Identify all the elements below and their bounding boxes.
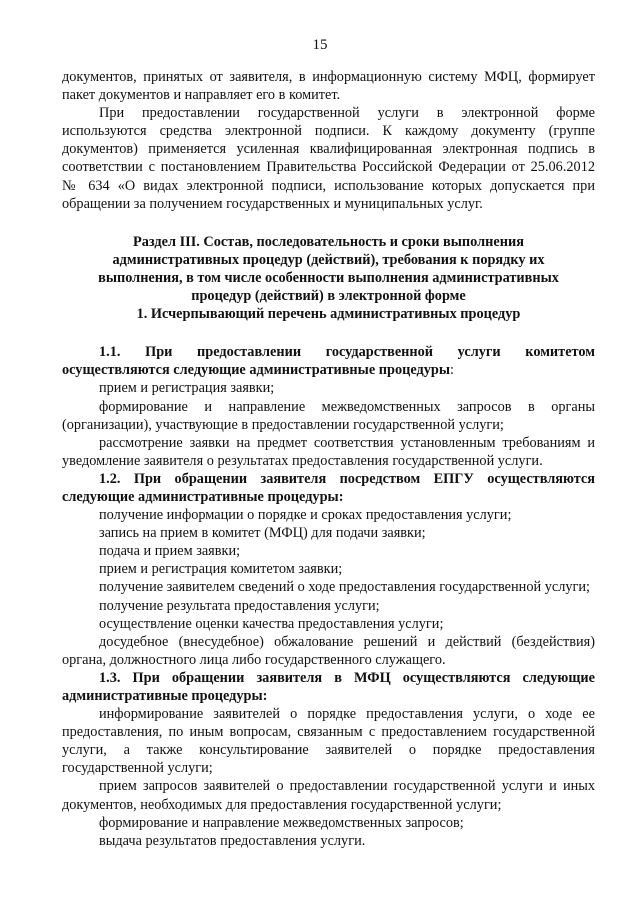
clause-heading (62, 669, 595, 705)
list-item: прием и регистрация заявки; (99, 380, 275, 397)
clause-heading-text: 1.1. При предоставлении государственной услуги комитетом осуществляются следующие административные процедуры (62, 344, 595, 379)
list-item: рассмотрение заявки на предмет соответствия установленным требованиям и уведомление заявителя о результатах предоставления государственной услуги. (62, 434, 595, 469)
clause-heading-text: 1.3. При обращении заявителя в МФЦ осуществляются следующие административные процедуры: (62, 669, 595, 704)
page-body (62, 68, 595, 850)
section-heading (62, 233, 595, 323)
section-title-line: Раздел III. Состав, последовательность и сроки выполнения (133, 233, 524, 250)
list-item: запись на прием в комитет (МФЦ) для подачи заявки; (99, 525, 426, 542)
page-number: 15 (312, 37, 328, 53)
list-item: получение информации о порядке и сроках предоставления услуги; (99, 507, 512, 524)
paragraph: документов, принятых от заявителя, в информационную систему МФЦ, формирует пакет документов и направляет его в комитет. (62, 69, 595, 104)
subsection-title: 1. Исчерпывающий перечень административных процедур (136, 306, 521, 323)
list-item: информирование заявителей о порядке предоставления услуги, о ходе ее предоставления, по иным вопросам, связанным с предоставлением государственной услуги, а также консультирование заявителей о порядке предоставления государственной услуги; (62, 706, 595, 777)
clause-heading (62, 343, 595, 379)
clause-heading (62, 470, 595, 506)
list-item: формирование и направление межведомственных запросов в органы (организации), участвующие в предоставлении государственной услуги; (62, 398, 595, 433)
section-title-line: административных процедур (действий), требования к порядку их (112, 251, 545, 268)
list-item: формирование и направление межведомственных запросов; (99, 814, 464, 831)
clause-heading-text: 1.2. При обращении заявителя посредством ЕПГУ осуществляются следующие административные процедуры: (62, 470, 595, 505)
list-item: досудебное (внесудебное) обжалование решений и действий (бездействия) органа, должностного лица либо государственного служащего. (62, 633, 595, 668)
list-item: прием запросов заявителей о предоставлении государственной услуги и иных документов, необходимых для предоставления государственной услуги; (62, 778, 595, 813)
list-item: получение заявителем сведений о ходе предоставления государственной услуги; (99, 579, 590, 596)
list-item: выдача результатов предоставления услуги. (99, 832, 366, 849)
clause-heading-tail: : (449, 362, 454, 379)
section-title-line: выполнения, в том числе особенности выполнения административных (98, 269, 559, 286)
list-item: получение результата предоставления услуги; (99, 597, 380, 614)
list-item: осуществление оценки качества предоставления услуги; (99, 615, 444, 632)
section-title-line: процедур (действий) в электронной форме (191, 288, 466, 305)
list-item: подача и прием заявки; (99, 543, 241, 560)
list-item: прием и регистрация комитетом заявки; (99, 561, 343, 578)
paragraph: При предоставлении государственной услуги в электронной форме используются средства электронной подписи. К каждому документу (группе документов) применяется усиленная квалифицированная электронная подпись в соответствии с постановлением Правительства Российской Федерации от 25.06.2012 № 634 «О видах электронной подписи, использование которых допускается при обращении за получением государственных и муниципальных услуг. (62, 105, 595, 212)
